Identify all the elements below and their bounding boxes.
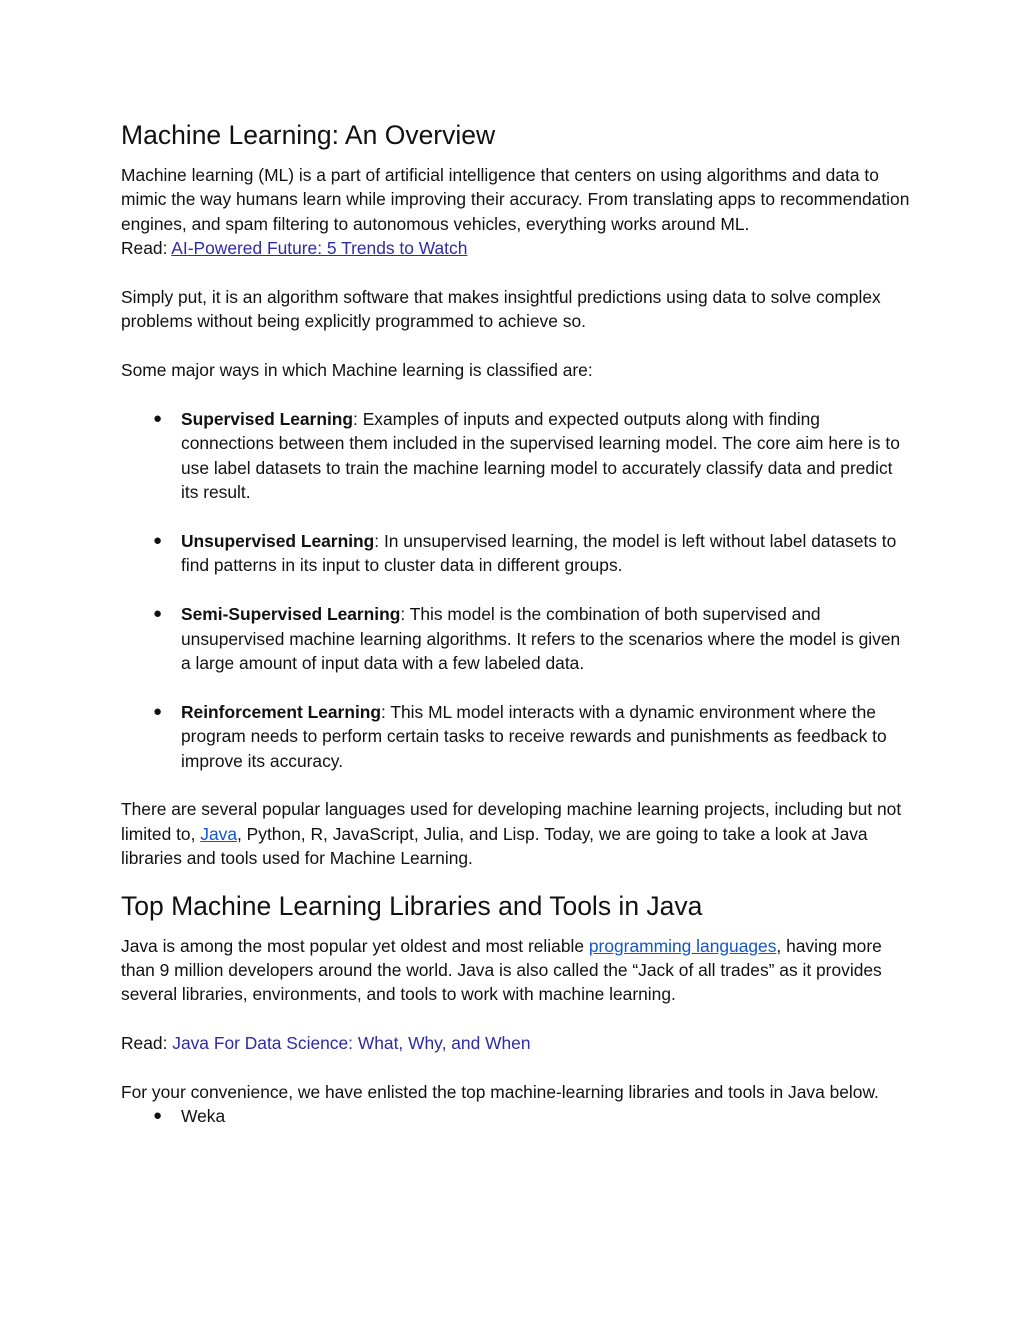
list-item-term: Unsupervised Learning xyxy=(181,531,375,552)
list-item-term: Supervised Learning xyxy=(181,409,354,430)
list-item xyxy=(121,529,911,578)
list-item xyxy=(121,602,911,675)
section-heading-java-tools: Top Machine Learning Libraries and Tools in Java xyxy=(121,890,703,921)
convenience-paragraph: For your convenience, we have enlisted the top machine-learning libraries and tools in Java below. xyxy=(121,1082,879,1103)
read-prefix: Read: xyxy=(121,1033,173,1054)
java-paragraph xyxy=(121,934,911,1007)
programming-languages-link[interactable]: programming languages xyxy=(588,935,777,956)
section-heading-overview: Machine Learning: An Overview xyxy=(121,120,496,150)
list-item xyxy=(121,1104,911,1128)
read-line-2 xyxy=(121,1031,911,1055)
java-text-after: , having more than 9 million developers around the world. Java is also called the “Jack of all trades” as it provides several libraries, environments, and tools to work with machine learning. xyxy=(121,935,882,1005)
languages-text-after: , Python, R, JavaScript, Julia, and Lisp. Today, we are going to take a look at Java libraries and tools used for Machine Learning. xyxy=(121,823,868,869)
java-text-before: Java is among the most popular yet oldest and most reliable xyxy=(121,935,589,956)
languages-text-before: There are several popular languages used for developing machine learning projects, including but not limited to, xyxy=(121,799,902,844)
list-item-desc: : This ML model interacts with a dynamic environment where the program needs to perform certain tasks to receive rewards and punishments as feedback to improve its accuracy. xyxy=(181,701,887,771)
languages-paragraph xyxy=(121,797,911,870)
java-data-science-link[interactable]: Java For Data Science: What, Why, and When xyxy=(172,1033,531,1054)
bullet-icon: ● xyxy=(153,702,163,720)
java-link[interactable]: Java xyxy=(200,823,237,844)
list-item xyxy=(121,700,911,773)
bullet-icon: ● xyxy=(153,1107,163,1125)
list-item-desc: : In unsupervised learning, the model is left without label datasets to find patterns in its input to cluster data in different groups. xyxy=(181,531,897,576)
list-item xyxy=(121,407,911,505)
classified-intro-paragraph: Some major ways in which Machine learning is classified are: xyxy=(121,360,593,381)
java-tools-list xyxy=(121,1104,911,1128)
read-line-1 xyxy=(121,236,911,260)
list-item-label: Weka xyxy=(181,1106,226,1127)
bullet-icon: ● xyxy=(153,605,163,623)
bullet-icon: ● xyxy=(153,532,163,550)
bullet-icon: ● xyxy=(153,410,163,428)
list-item-desc: : This model is the combination of both supervised and unsupervised machine learning algorithms. It refers to the scenarios where the model is given a large amount of input data with a few labeled data. xyxy=(181,604,901,674)
intro-paragraph: Machine learning (ML) is a part of artificial intelligence that centers on using algorithms and data to mimic the way humans learn while improving their accuracy. From translating apps to recommendation engines, and spam filtering to autonomous vehicles, everything works around ML. xyxy=(121,165,910,234)
document-page xyxy=(121,118,911,1129)
list-item-desc: : Examples of inputs and expected outputs along with finding connections between them included in the supervised learning model. The core aim here is to use label datasets to train the machine learning model to accurately classify data and predict its result. xyxy=(181,409,900,503)
simply-put-paragraph: Simply put, it is an algorithm software that makes insightful predictions using data to solve complex problems without being explicitly programmed to achieve so. xyxy=(121,287,881,332)
ai-trends-link[interactable]: AI-Powered Future: 5 Trends to Watch xyxy=(171,238,468,259)
read-prefix: Read: xyxy=(121,238,172,259)
ml-types-list xyxy=(121,407,911,773)
list-item-term: Reinforcement Learning xyxy=(181,701,382,722)
list-item-term: Semi-Supervised Learning xyxy=(181,604,401,625)
